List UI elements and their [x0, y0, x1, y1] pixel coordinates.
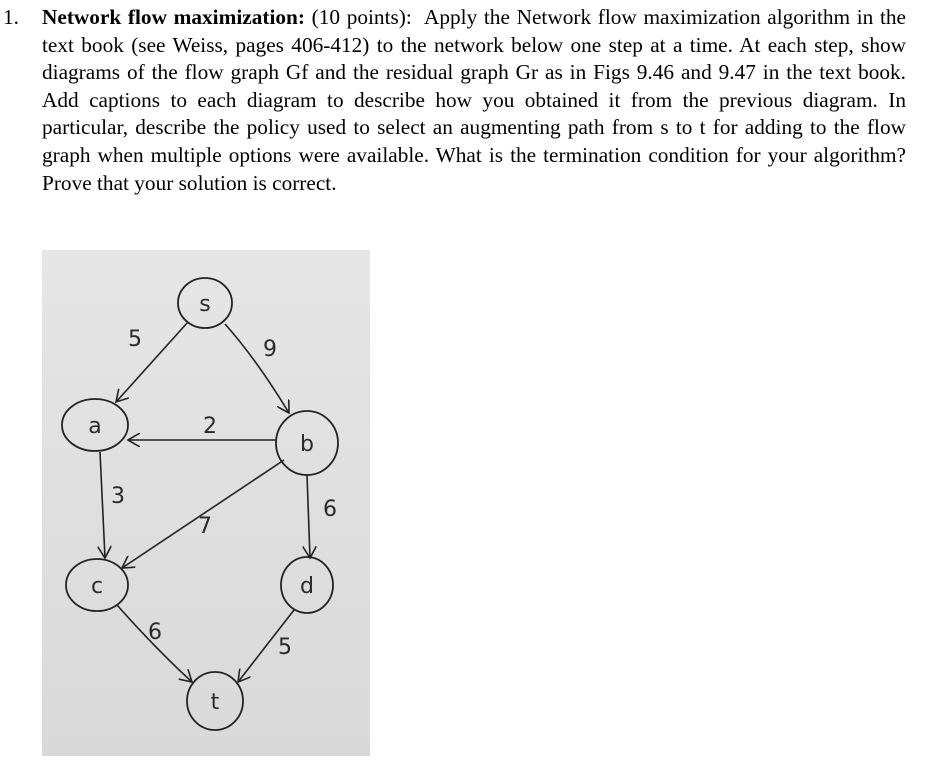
problem-points: (10 points):	[311, 5, 412, 29]
capacity-b-c: 7	[198, 514, 212, 539]
node-label-d: d	[300, 574, 314, 599]
node-label-s: s	[199, 292, 211, 317]
edge-b-d	[307, 475, 310, 558]
problem-text: Apply the Network flow maximization algorithm in the text book (see Weiss, pages 406-412) to the network below one step at a time. At each step, show diagrams of the flow graph Gf and the residual graph Gr as in Figs 9.46 and 9.47 in the text book. Add captions to each diagram to describe how you obtained it from the previous diagram. In particular, describe the policy used to select an augmenting path from s to t for adding to the flow graph when multiple options were available. What is the termination condition for your algorithm? Prove that your solution is correct.	[42, 5, 907, 195]
node-label-c: c	[90, 574, 104, 599]
capacity-b-a: 2	[203, 414, 217, 439]
edge-s-a	[116, 322, 188, 402]
node-label-t: t	[210, 690, 220, 715]
edge-s-b	[225, 324, 289, 413]
problem-statement	[0, 4, 906, 197]
capacity-c-t: 6	[148, 620, 162, 645]
capacity-a-c: 3	[111, 484, 125, 509]
edge-a-c	[100, 452, 105, 558]
capacity-s-b: 9	[263, 337, 277, 362]
network-graph-photo	[42, 250, 370, 756]
capacity-b-d: 6	[323, 497, 337, 522]
node-label-b: b	[300, 432, 314, 457]
node-label-a: a	[88, 414, 102, 439]
network-graph	[42, 250, 370, 756]
problem-number: 1.	[3, 5, 19, 29]
problem-body	[42, 4, 906, 197]
capacity-d-t: 5	[278, 635, 292, 660]
capacity-s-a: 5	[128, 327, 142, 352]
problem-title: Network flow maximization:	[42, 5, 305, 29]
